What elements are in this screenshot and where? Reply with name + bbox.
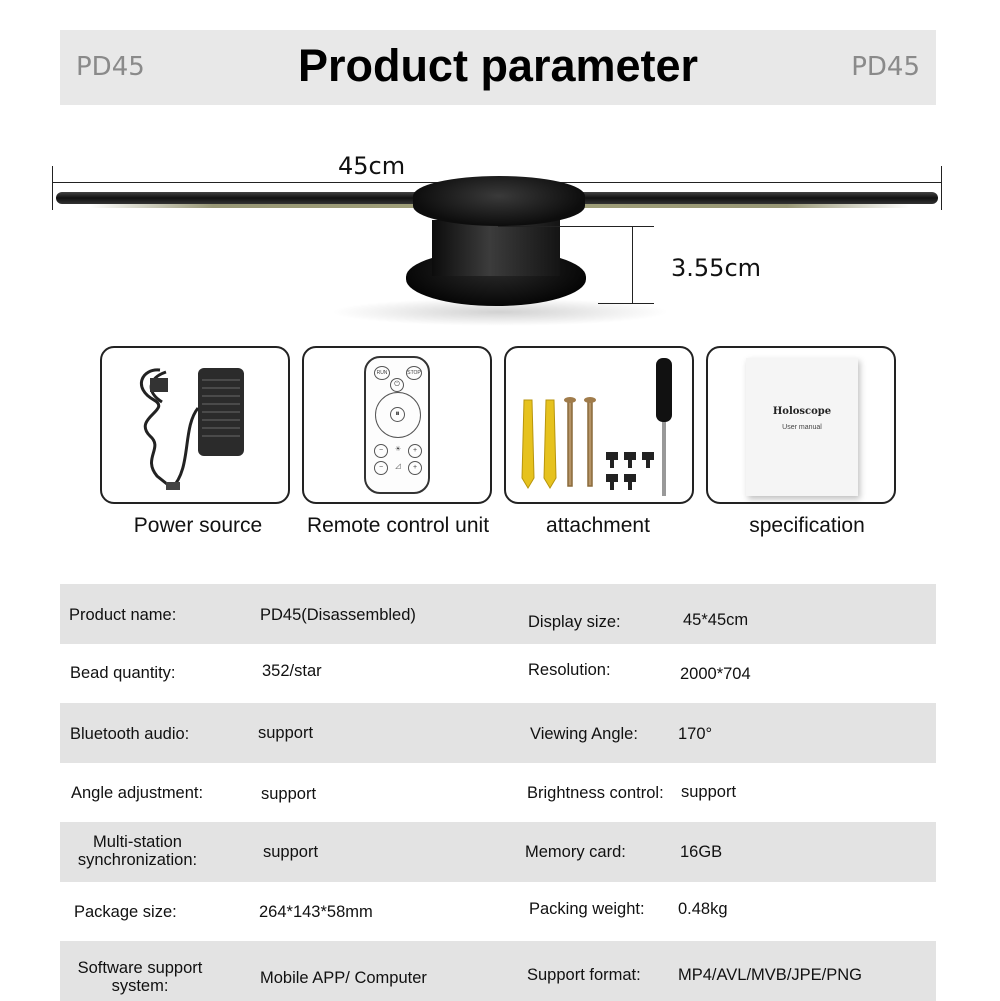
minus-button-icon: − (374, 444, 388, 458)
spec-value: support (263, 843, 319, 861)
spec-key: Brightness control: (527, 783, 664, 802)
table-row (60, 822, 936, 882)
run-button-icon (374, 366, 390, 380)
plus2-button-icon: + (408, 461, 422, 475)
product-image (0, 130, 1000, 330)
spec-key: Resolution: (528, 660, 611, 679)
table-row (60, 584, 936, 644)
table-row (60, 882, 936, 942)
specification-box (706, 346, 896, 504)
model-label-left: PD45 (76, 52, 145, 82)
table-row (60, 644, 936, 704)
spec-value: 45*45cm (683, 611, 749, 629)
volume-button-icon: ◿ (395, 463, 401, 470)
table-row (60, 703, 936, 763)
spec-key: Display size: (528, 613, 621, 631)
spec-key: Bead quantity: (70, 663, 176, 682)
spec-table (60, 584, 936, 1001)
spec-value: MP4/AVL/MVB/JPE/PNG (678, 966, 862, 984)
spec-key: Multi-station synchronization: (77, 833, 198, 869)
header-banner (60, 30, 936, 105)
spec-value: PD45(Disassembled) (260, 606, 416, 624)
screws-and-screwdriver-icon (506, 348, 694, 504)
spec-value: support (681, 782, 737, 801)
fan-body (432, 220, 560, 276)
spec-value: 16GB (680, 843, 723, 861)
minus2-button-icon: − (374, 461, 388, 475)
page-title: Product parameter (297, 40, 699, 91)
dpad-icon (375, 392, 421, 438)
height-dimension-line (632, 226, 633, 304)
pause-button-icon: ⏸ (390, 407, 405, 422)
width-label: 45cm (338, 152, 406, 180)
accessory-label-attachment: attachment (546, 514, 650, 537)
spec-key: Viewing Angle: (530, 725, 638, 743)
spec-key: Software support system: (77, 959, 203, 995)
power-adapter-icon (102, 348, 290, 504)
stop-button-label: STOP (407, 370, 421, 376)
width-dimension-tick-right (941, 166, 942, 210)
spec-key: Bluetooth audio: (70, 725, 190, 743)
remote-control-box (302, 346, 492, 504)
spec-value: 352/star (262, 661, 322, 680)
manual-title: Holoscope (772, 406, 832, 417)
spec-value: Mobile APP/ Computer (260, 969, 427, 987)
user-manual-icon (746, 358, 858, 496)
accessory-label-power: Power source (133, 514, 263, 537)
spec-value: 0.48kg (678, 899, 728, 918)
spec-key: Package size: (74, 902, 177, 921)
spec-value: support (258, 724, 314, 742)
spec-key: Product name: (69, 606, 177, 624)
spec-value: 2000*704 (680, 664, 751, 683)
spec-value: 170° (678, 725, 713, 743)
remote-control-icon (364, 356, 430, 494)
plus-button-icon: + (408, 444, 422, 458)
height-dimension-tick-bottom (598, 303, 654, 304)
stop-button-icon (406, 366, 422, 380)
spec-value: 264*143*58mm (259, 902, 373, 921)
spec-key: Packing weight: (529, 899, 645, 918)
run-button-label: RUN (376, 370, 388, 376)
table-row (60, 941, 936, 1001)
height-dimension-tick-top (498, 226, 654, 227)
brightness-button-icon: ☀ (394, 446, 402, 453)
accessory-label-specification: specification (749, 514, 865, 537)
width-dimension-tick-left (52, 166, 53, 210)
power-source-box (100, 346, 290, 504)
accessory-label-remote: Remote control unit (306, 514, 490, 537)
manual-subtitle: User manual (782, 424, 822, 431)
attachment-box (504, 346, 694, 504)
spec-key: Memory card: (525, 843, 626, 861)
power-button-icon: ⏻ (390, 378, 404, 392)
table-row (60, 763, 936, 823)
height-label: 3.55cm (671, 254, 762, 282)
spec-value: support (261, 784, 317, 803)
fan-hub (413, 176, 585, 226)
model-label-right: PD45 (851, 52, 920, 82)
spec-key: Support format: (527, 966, 641, 984)
spec-key: Angle adjustment: (71, 783, 204, 802)
